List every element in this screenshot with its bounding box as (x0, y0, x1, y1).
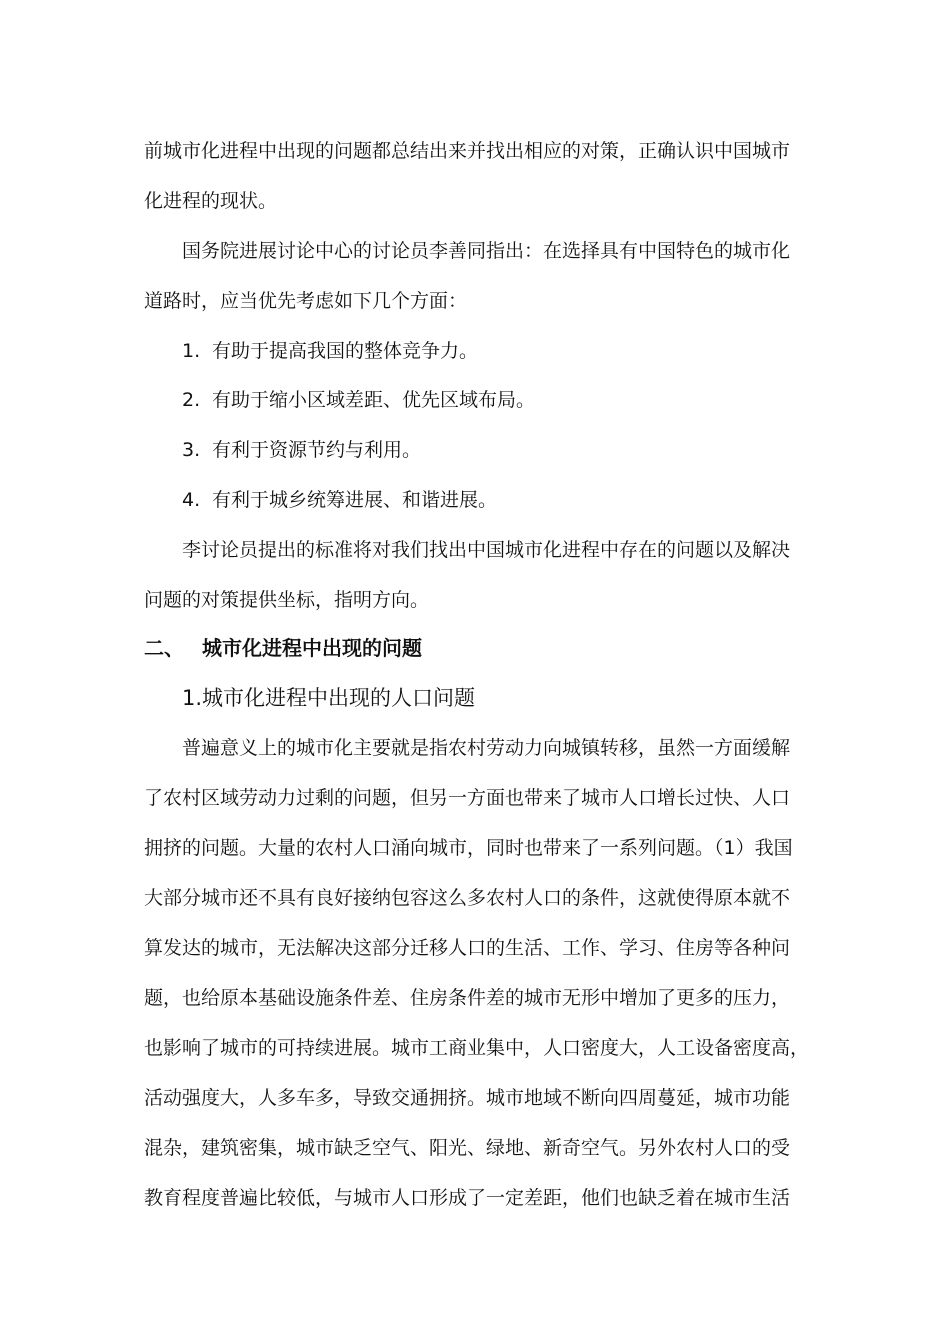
text-line: 混杂，建筑密集，城市缺乏空气、阳光、绿地、新奇空气。另外农村人口的受 (144, 1137, 791, 1159)
list-number: 2. (182, 389, 201, 411)
list-item (182, 387, 535, 413)
list-item (182, 338, 478, 364)
text-line: 拥挤的问题。大量的农村人口涌向城市，同时也带来了一系列问题。（1）我国 (144, 837, 793, 859)
list-item (182, 437, 421, 463)
text-line: 李讨论员提出的标准将对我们找出中国城市化进程中存在的问题以及解决 (182, 539, 791, 561)
list-item (182, 487, 497, 513)
section-number: 二、 (144, 636, 184, 660)
text-line: 前城市化进程中出现的问题都总结出来并找出相应的对策，正确认识中国城市 (144, 140, 791, 162)
text-line: 化进程的现状。 (144, 190, 278, 212)
text-line: 国务院进展讨论中心的讨论员李善同指出：在选择具有中国特色的城市化 (182, 240, 791, 262)
text-line: 了农村区域劳动力过剩的问题，但另一方面也带来了城市人口增长过快、人口 (144, 787, 791, 809)
list-number: 4. (182, 489, 201, 511)
text-line: 题，也给原本基础设施条件差、住房条件差的城市无形中增加了更多的压力， (144, 987, 791, 1009)
text-line: 算发达的城市，无法解决这部分迁移人口的生活、工作、学习、住房等各种问 (144, 937, 791, 959)
list-number: 1. (182, 340, 201, 362)
list-text: 有助于提高我国的整体竞争力。 (212, 340, 479, 362)
section-title: 城市化进程中出现的问题 (202, 636, 422, 660)
text-line: 普遍意义上的城市化主要就是指农村劳动力向城镇转移，虽然一方面缓解 (182, 737, 791, 759)
text-line: 问题的对策提供坐标，指明方向。 (144, 589, 430, 611)
text-line: 教育程度普遍比较低，与城市人口形成了一定差距，他们也缺乏着在城市生活 (144, 1187, 791, 1209)
list-text: 有助于缩小区域差距、优先区域布局。 (212, 389, 536, 411)
text-line: 大部分城市还不具有良好接纳包容这么多农村人口的条件，这就使得原本就不 (144, 887, 791, 909)
list-text: 有利于城乡统筹进展、和谐进展。 (212, 489, 498, 511)
subsection-heading: 1.城市化进程中出现的人口问题 (182, 686, 476, 710)
list-number: 3. (182, 439, 201, 461)
text-line: 活动强度大，人多车多，导致交通拥挤。城市地域不断向四周蔓延，城市功能 (144, 1087, 791, 1109)
text-line: 也影响了城市的可持续进展。城市工商业集中，人口密度大，人工设备密度高， (144, 1037, 810, 1059)
text-line: 道路时，应当优先考虑如下几个方面： (144, 290, 468, 312)
section-heading (144, 634, 422, 662)
list-text: 有利于资源节约与利用。 (212, 439, 422, 461)
